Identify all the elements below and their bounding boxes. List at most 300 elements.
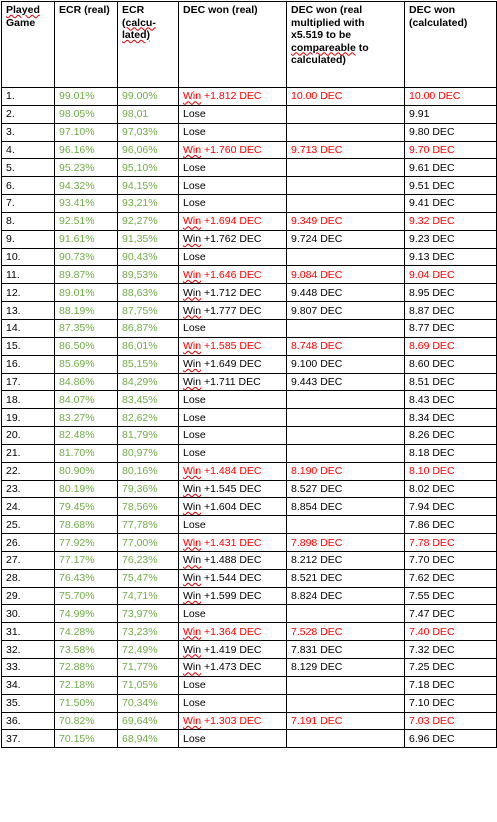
- header-dec-won-multiplied: [287, 2, 405, 88]
- cell-ecr-real: [55, 141, 118, 159]
- cell-dec-multiplied: [287, 88, 405, 106]
- ecr-calc-value: 80,97%: [122, 447, 158, 460]
- cell-dec-calculated: [405, 516, 497, 534]
- cell-dec-multiplied: [287, 659, 405, 677]
- ecr-calc-value: 71,77%: [122, 661, 158, 674]
- cell-ecr-real: [55, 730, 118, 748]
- cell-dec-multiplied: [287, 409, 405, 427]
- header-row: [2, 2, 497, 88]
- ecr-real-value: 98.05%: [59, 108, 95, 121]
- ecr-calc-value: 99.00%: [122, 90, 158, 103]
- dec-calculated-value: 9.13 DEC: [409, 251, 455, 264]
- dec-multiplied-value: 8.854 DEC: [291, 500, 343, 513]
- table-row: [2, 337, 497, 355]
- dec-calculated-value: 9.23 DEC: [409, 233, 455, 246]
- dec-amount: +1.604 DEC: [201, 500, 262, 513]
- ecr-real-value: 86.50%: [59, 340, 95, 353]
- cell-ecr-real: [55, 427, 118, 445]
- cell-game: [2, 444, 55, 462]
- cell-dec-multiplied: [287, 694, 405, 712]
- cell-dec-multiplied: [287, 230, 405, 248]
- cell-ecr-calc: [118, 534, 179, 552]
- dec-calculated-value: 7.78 DEC: [409, 536, 455, 549]
- cell-ecr-real: [55, 569, 118, 587]
- outcome-label: Win: [183, 143, 202, 156]
- ecr-real-value: 94.32%: [59, 179, 95, 192]
- ecr-calc-value: 80,16%: [122, 465, 158, 478]
- table-row: [2, 88, 497, 106]
- game-number: 1.: [6, 90, 15, 103]
- dec-amount: +1.777 DEC: [201, 304, 262, 317]
- header-mult-line2: multiplied with: [291, 16, 365, 29]
- ecr-real-value: 91.61%: [59, 233, 95, 246]
- dec-calculated-value: 7.10 DEC: [409, 697, 455, 710]
- dec-multiplied-value: 9.713 DEC: [291, 143, 343, 156]
- cell-ecr-real: [55, 230, 118, 248]
- outcome-label: Win: [183, 215, 202, 228]
- ecr-real-value: 93.41%: [59, 197, 95, 210]
- cell-dec-won-real: [179, 195, 287, 213]
- cell-dec-calculated: [405, 195, 497, 213]
- cell-ecr-real: [55, 498, 118, 516]
- cell-dec-won-real: [179, 641, 287, 659]
- cell-dec-won-real: [179, 605, 287, 623]
- dec-multiplied-value: 9.448 DEC: [291, 286, 343, 299]
- ecr-real-value: 81.70%: [59, 447, 95, 460]
- cell-dec-multiplied: [287, 676, 405, 694]
- cell-dec-calculated: [405, 391, 497, 409]
- cell-ecr-real: [55, 551, 118, 569]
- dec-amount: +1.473 DEC: [201, 661, 262, 674]
- ecr-calc-value: 73,97%: [122, 607, 158, 620]
- dec-calculated-value: 7.25 DEC: [409, 661, 455, 674]
- dec-amount: +1.646 DEC: [201, 268, 262, 281]
- cell-dec-calculated: [405, 141, 497, 159]
- ecr-calc-value: 89,53%: [122, 268, 158, 281]
- table-row: [2, 248, 497, 266]
- header-mult-line4a: compareable: [291, 41, 356, 54]
- game-number: 23.: [6, 482, 21, 495]
- dec-amount: +1.364 DEC: [201, 625, 262, 638]
- cell-game: [2, 195, 55, 213]
- cell-ecr-calc: [118, 480, 179, 498]
- ecr-real-value: 76.43%: [59, 572, 95, 585]
- cell-dec-calculated: [405, 284, 497, 302]
- cell-dec-won-real: [179, 694, 287, 712]
- cell-dec-calculated: [405, 355, 497, 373]
- cell-dec-calculated: [405, 462, 497, 480]
- table-row: [2, 462, 497, 480]
- table-row: [2, 659, 497, 677]
- game-number: 4.: [6, 143, 15, 156]
- cell-dec-won-real: [179, 373, 287, 391]
- ecr-calc-value: 77,78%: [122, 518, 158, 531]
- header-ecr-real-label: ECR (real): [59, 4, 110, 16]
- ecr-real-value: 77.17%: [59, 554, 95, 567]
- dec-multiplied-value: 9.724 DEC: [291, 233, 343, 246]
- dec-multiplied-value: 7.898 DEC: [291, 536, 343, 549]
- game-number: 18.: [6, 393, 21, 406]
- ecr-calc-value: 83,45%: [122, 393, 158, 406]
- outcome-label: Win: [183, 304, 202, 317]
- cell-dec-multiplied: [287, 391, 405, 409]
- cell-dec-calculated: [405, 373, 497, 391]
- cell-ecr-calc: [118, 105, 179, 123]
- header-dec-won-calculated: [405, 2, 497, 88]
- dec-multiplied-value: 8.521 DEC: [291, 572, 343, 585]
- game-number: 26.: [6, 536, 21, 549]
- dec-multiplied-value: 8.212 DEC: [291, 554, 343, 567]
- ecr-real-value: 89.87%: [59, 268, 95, 281]
- dec-calculated-value: 9.32 DEC: [409, 215, 455, 228]
- cell-dec-won-real: [179, 462, 287, 480]
- cell-game: [2, 105, 55, 123]
- cell-ecr-calc: [118, 337, 179, 355]
- outcome-label: Lose: [183, 607, 206, 620]
- cell-game: [2, 623, 55, 641]
- cell-dec-won-real: [179, 141, 287, 159]
- ecr-calc-value: 95,10%: [122, 161, 158, 174]
- outcome-label: Lose: [183, 411, 206, 424]
- cell-ecr-real: [55, 623, 118, 641]
- cell-ecr-calc: [118, 319, 179, 337]
- ecr-calc-value: 87,75%: [122, 304, 158, 317]
- ecr-real-value: 71.50%: [59, 697, 95, 710]
- game-number: 36.: [6, 714, 21, 727]
- dec-calculated-value: 9.51 DEC: [409, 179, 455, 192]
- cell-ecr-calc: [118, 444, 179, 462]
- cell-game: [2, 248, 55, 266]
- outcome-label: Lose: [183, 697, 206, 710]
- cell-dec-won-real: [179, 88, 287, 106]
- cell-dec-calculated: [405, 105, 497, 123]
- ecr-calc-value: 88,63%: [122, 286, 158, 299]
- cell-dec-multiplied: [287, 587, 405, 605]
- game-number: 31.: [6, 625, 21, 638]
- dec-calculated-value: 8.34 DEC: [409, 411, 455, 424]
- ecr-real-value: 90.73%: [59, 251, 95, 264]
- cell-game: [2, 319, 55, 337]
- game-number: 32.: [6, 643, 21, 656]
- cell-dec-multiplied: [287, 302, 405, 320]
- cell-ecr-calc: [118, 427, 179, 445]
- table-row: [2, 159, 497, 177]
- dec-calculated-value: 7.03 DEC: [409, 714, 455, 727]
- game-number: 28.: [6, 572, 21, 585]
- ecr-real-value: 92.51%: [59, 215, 95, 228]
- dec-calculated-value: 10.00 DEC: [409, 90, 461, 103]
- header-played-game-line2: Game: [6, 16, 36, 29]
- cell-ecr-calc: [118, 88, 179, 106]
- dec-amount: +1.599 DEC: [201, 590, 262, 603]
- dec-calculated-value: 8.87 DEC: [409, 304, 455, 317]
- dec-multiplied-value: 9.100 DEC: [291, 358, 343, 371]
- table-row: [2, 730, 497, 748]
- table-row: [2, 694, 497, 712]
- cell-dec-multiplied: [287, 623, 405, 641]
- cell-ecr-real: [55, 712, 118, 730]
- cell-dec-multiplied: [287, 105, 405, 123]
- header-dec-won-real-label: DEC won (real): [183, 4, 258, 16]
- cell-ecr-calc: [118, 587, 179, 605]
- cell-dec-multiplied: [287, 712, 405, 730]
- cell-game: [2, 427, 55, 445]
- cell-ecr-calc: [118, 605, 179, 623]
- header-mult-line1: DEC won (real: [291, 4, 363, 16]
- outcome-label: Win: [183, 233, 202, 246]
- table-row: [2, 123, 497, 141]
- cell-game: [2, 284, 55, 302]
- cell-dec-won-real: [179, 248, 287, 266]
- cell-ecr-real: [55, 462, 118, 480]
- table-row: [2, 444, 497, 462]
- cell-ecr-real: [55, 694, 118, 712]
- ecr-calc-value: 77,00%: [122, 536, 158, 549]
- outcome-label: Win: [183, 590, 202, 603]
- cell-dec-won-real: [179, 266, 287, 284]
- cell-game: [2, 534, 55, 552]
- ecr-calc-value: 86,87%: [122, 322, 158, 335]
- dec-multiplied-value: 7.831 DEC: [291, 643, 343, 656]
- cell-game: [2, 498, 55, 516]
- header-mult-line4b: to: [355, 41, 369, 54]
- cell-ecr-calc: [118, 212, 179, 230]
- cell-ecr-calc: [118, 623, 179, 641]
- header-mult-line5: calculated): [291, 54, 346, 66]
- cell-dec-multiplied: [287, 319, 405, 337]
- cell-ecr-real: [55, 480, 118, 498]
- cell-dec-won-real: [179, 212, 287, 230]
- ecr-real-value: 85.69%: [59, 358, 95, 371]
- cell-dec-calculated: [405, 248, 497, 266]
- cell-dec-calculated: [405, 177, 497, 195]
- ecr-calc-value: 78,56%: [122, 500, 158, 513]
- dec-amount: +1.303 DEC: [201, 714, 262, 727]
- dec-multiplied-value: 8.129 DEC: [291, 661, 343, 674]
- ecr-calc-value: 69,64%: [122, 714, 158, 727]
- cell-dec-won-real: [179, 159, 287, 177]
- cell-game: [2, 141, 55, 159]
- ecr-real-value: 83.27%: [59, 411, 95, 424]
- table-row: [2, 141, 497, 159]
- ecr-real-value: 84.86%: [59, 375, 95, 388]
- game-number: 12.: [6, 286, 21, 299]
- ecr-calc-value: 79,36%: [122, 482, 158, 495]
- cell-ecr-calc: [118, 355, 179, 373]
- cell-dec-won-real: [179, 659, 287, 677]
- cell-dec-won-real: [179, 676, 287, 694]
- cell-dec-multiplied: [287, 337, 405, 355]
- cell-dec-multiplied: [287, 284, 405, 302]
- ecr-real-value: 72.18%: [59, 679, 95, 692]
- cell-dec-calculated: [405, 587, 497, 605]
- cell-ecr-real: [55, 534, 118, 552]
- dec-multiplied-value: 8.190 DEC: [291, 465, 343, 478]
- cell-ecr-real: [55, 391, 118, 409]
- cell-game: [2, 712, 55, 730]
- dec-multiplied-value: 9.807 DEC: [291, 304, 343, 317]
- outcome-label: Lose: [183, 251, 206, 264]
- cell-dec-won-real: [179, 409, 287, 427]
- dec-calculated-value: 8.60 DEC: [409, 358, 455, 371]
- cell-dec-won-real: [179, 427, 287, 445]
- dec-multiplied-value: 8.824 DEC: [291, 590, 343, 603]
- ecr-real-value: 96.16%: [59, 143, 95, 156]
- cell-ecr-real: [55, 355, 118, 373]
- dec-calculated-value: 7.32 DEC: [409, 643, 455, 656]
- ecr-real-value: 88.19%: [59, 304, 95, 317]
- cell-dec-calculated: [405, 694, 497, 712]
- game-number: 13.: [6, 304, 21, 317]
- ecr-calc-value: 71,05%: [122, 679, 158, 692]
- ecr-real-value: 70.82%: [59, 714, 95, 727]
- cell-dec-won-real: [179, 123, 287, 141]
- table-row: [2, 712, 497, 730]
- cell-dec-calculated: [405, 409, 497, 427]
- cell-game: [2, 605, 55, 623]
- ecr-real-value: 74.28%: [59, 625, 95, 638]
- game-number: 11.: [6, 268, 20, 281]
- table-row: [2, 355, 497, 373]
- cell-ecr-calc: [118, 551, 179, 569]
- dec-amount: +1.585 DEC: [201, 340, 262, 353]
- ecr-real-value: 80.19%: [59, 482, 95, 495]
- cell-game: [2, 516, 55, 534]
- cell-ecr-real: [55, 516, 118, 534]
- cell-dec-won-real: [179, 391, 287, 409]
- cell-dec-won-real: [179, 284, 287, 302]
- outcome-label: Win: [183, 90, 202, 103]
- ecr-calc-value: 72,49%: [122, 643, 158, 656]
- cell-game: [2, 694, 55, 712]
- cell-game: [2, 676, 55, 694]
- cell-dec-won-real: [179, 105, 287, 123]
- dec-amount: +1.812 DEC: [201, 90, 262, 103]
- game-number: 35.: [6, 697, 21, 710]
- cell-dec-won-real: [179, 623, 287, 641]
- cell-game: [2, 123, 55, 141]
- outcome-label: Win: [183, 643, 202, 656]
- cell-dec-multiplied: [287, 159, 405, 177]
- ecr-calc-value: 68,94%: [122, 732, 158, 745]
- outcome-label: Win: [183, 286, 202, 299]
- cell-dec-won-real: [179, 337, 287, 355]
- cell-ecr-calc: [118, 248, 179, 266]
- ecr-real-value: 73.58%: [59, 643, 95, 656]
- cell-dec-calculated: [405, 88, 497, 106]
- cell-ecr-calc: [118, 123, 179, 141]
- cell-game: [2, 337, 55, 355]
- cell-ecr-real: [55, 605, 118, 623]
- cell-game: [2, 462, 55, 480]
- cell-ecr-real: [55, 195, 118, 213]
- cell-ecr-real: [55, 302, 118, 320]
- game-number: 7.: [6, 197, 15, 210]
- ecr-dec-table: [1, 1, 497, 748]
- dec-calculated-value: 7.18 DEC: [409, 679, 455, 692]
- game-number: 37.: [6, 732, 21, 745]
- cell-dec-calculated: [405, 659, 497, 677]
- cell-ecr-real: [55, 123, 118, 141]
- ecr-real-value: 70.15%: [59, 732, 95, 745]
- game-number: 3.: [6, 126, 15, 139]
- cell-ecr-calc: [118, 641, 179, 659]
- dec-calculated-value: 7.86 DEC: [409, 518, 455, 531]
- table-row: [2, 409, 497, 427]
- dec-multiplied-value: 7.528 DEC: [291, 625, 343, 638]
- cell-dec-won-real: [179, 177, 287, 195]
- dec-calculated-value: 8.26 DEC: [409, 429, 455, 442]
- outcome-label: Lose: [183, 108, 206, 121]
- ecr-calc-value: 81,79%: [122, 429, 158, 442]
- cell-ecr-real: [55, 105, 118, 123]
- ecr-calc-value: 73,23%: [122, 625, 158, 638]
- table-row: [2, 516, 497, 534]
- cell-dec-calculated: [405, 498, 497, 516]
- cell-dec-multiplied: [287, 123, 405, 141]
- ecr-real-value: 95.23%: [59, 161, 95, 174]
- cell-ecr-real: [55, 159, 118, 177]
- cell-dec-multiplied: [287, 266, 405, 284]
- table-row: [2, 480, 497, 498]
- cell-ecr-calc: [118, 391, 179, 409]
- game-number: 24.: [6, 500, 21, 513]
- dec-multiplied-value: 8.527 DEC: [291, 482, 343, 495]
- outcome-label: Lose: [183, 322, 206, 335]
- dec-calculated-value: 8.51 DEC: [409, 375, 455, 388]
- cell-dec-multiplied: [287, 605, 405, 623]
- cell-ecr-calc: [118, 409, 179, 427]
- table-row: [2, 569, 497, 587]
- cell-dec-calculated: [405, 676, 497, 694]
- cell-dec-calculated: [405, 480, 497, 498]
- dec-amount: +1.488 DEC: [201, 554, 262, 567]
- cell-game: [2, 409, 55, 427]
- cell-dec-multiplied: [287, 516, 405, 534]
- cell-ecr-calc: [118, 284, 179, 302]
- table-row: [2, 177, 497, 195]
- cell-ecr-calc: [118, 694, 179, 712]
- ecr-calc-value: 91,35%: [122, 233, 158, 246]
- cell-dec-calculated: [405, 569, 497, 587]
- table-row: [2, 391, 497, 409]
- cell-dec-won-real: [179, 730, 287, 748]
- dec-amount: +1.484 DEC: [201, 465, 262, 478]
- cell-dec-multiplied: [287, 177, 405, 195]
- ecr-calc-value: 82,62%: [122, 411, 158, 424]
- game-number: 8.: [6, 215, 15, 228]
- cell-dec-calculated: [405, 730, 497, 748]
- cell-dec-calculated: [405, 534, 497, 552]
- outcome-label: Lose: [183, 732, 206, 745]
- outcome-label: Win: [183, 625, 202, 638]
- header-played-game: [2, 2, 55, 88]
- dec-amount: +1.649 DEC: [201, 358, 262, 371]
- outcome-label: Lose: [183, 429, 206, 442]
- cell-dec-multiplied: [287, 444, 405, 462]
- ecr-calc-value: 70,34%: [122, 697, 158, 710]
- cell-dec-calculated: [405, 712, 497, 730]
- ecr-calc-value: 90,43%: [122, 251, 158, 264]
- outcome-label: Win: [183, 375, 202, 388]
- cell-dec-won-real: [179, 355, 287, 373]
- cell-ecr-calc: [118, 141, 179, 159]
- cell-game: [2, 355, 55, 373]
- cell-dec-won-real: [179, 444, 287, 462]
- cell-game: [2, 480, 55, 498]
- ecr-real-value: 82.48%: [59, 429, 95, 442]
- cell-dec-won-real: [179, 498, 287, 516]
